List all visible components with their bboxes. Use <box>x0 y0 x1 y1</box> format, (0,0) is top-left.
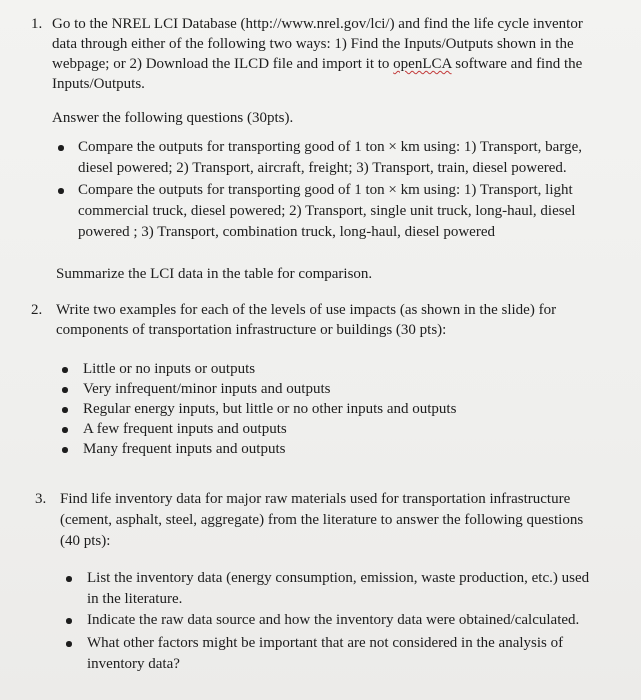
question-1-number: 1. <box>31 16 43 32</box>
q1-summary: Summarize the LCI data in the table for comparison. <box>56 266 373 282</box>
q1-bullet-1-line-1: Compare the outputs for transporting good of 1 ton × km using: 1) Transport, barge, <box>78 139 582 155</box>
q2-list-item-text: A few frequent inputs and outputs <box>83 421 287 437</box>
q1-line-3-start: webpage; or 2) Download the ILCD file and import it to <box>52 56 394 72</box>
q2-text-line-2: components of transportation infrastructure or buildings (30 pts): <box>56 322 447 338</box>
q2-list-item-text: Little or no inputs or outputs <box>83 361 256 377</box>
q3-bullet-2-line-1: Indicate the raw data source and how the inventory data were obtained/calculated. <box>87 612 580 628</box>
q1-text-line-4: Inputs/Outputs. <box>52 76 145 92</box>
q2-list-item-text: Many frequent inputs and outputs <box>83 441 286 457</box>
q3-bullet-3-line-2: inventory data? <box>87 656 180 672</box>
q3-text-line-3: (40 pts): <box>60 533 111 549</box>
q3-text-line-2: (cement, asphalt, steel, aggregate) from the literature to answer the following questions <box>60 512 584 528</box>
q1-text-line-1: Go to the NREL LCI Database (http://www.nrel.gov/lci/) and find the life cycle inventor <box>52 16 583 32</box>
q1-text-line-2: data through either of the following two ways: 1) Find the Inputs/Outputs shown in the <box>52 36 574 52</box>
question-2-number: 2. <box>31 302 43 318</box>
q2-list-item-text: Very infrequent/minor inputs and outputs <box>83 381 331 397</box>
q3-bullet-1-line-1: List the inventory data (energy consumption, emission, waste production, etc.) used <box>87 570 590 586</box>
q1-bullet-1-line-2: diesel powered; 2) Transport, aircraft, freight; 3) Transport, train, diesel powered. <box>78 160 567 176</box>
openlca-word: openLCA <box>393 56 452 72</box>
q3-text-line-1: Find life inventory data for major raw materials used for transportation infrastructure <box>60 491 571 507</box>
q1-line-3-end: software and find the <box>451 56 583 72</box>
q3-bullet-1-line-2: in the literature. <box>87 591 183 607</box>
q2-text-line-1: Write two examples for each of the levels of use impacts (as shown in the slide) for <box>56 302 557 318</box>
question-3-number: 3. <box>35 491 47 507</box>
q3-bullet-3-line-1: What other factors might be important that are not considered in the analysis of <box>87 635 564 651</box>
q1-answer-prompt: Answer the following questions (30pts). <box>52 110 294 126</box>
q1-bullet-2-line-2: commercial truck, diesel powered; 2) Transport, single unit truck, long-haul, diesel <box>78 203 576 219</box>
q1-bullet-2-line-3: powered ; 3) Transport, combination truck, long-haul, diesel powered <box>78 224 495 240</box>
q1-bullet-2-line-1: Compare the outputs for transporting good of 1 ton × km using: 1) Transport, light <box>78 182 573 198</box>
q2-list-item-text: Regular energy inputs, but little or no other inputs and outputs <box>83 401 457 417</box>
q1-text-line-3 <box>52 55 582 74</box>
